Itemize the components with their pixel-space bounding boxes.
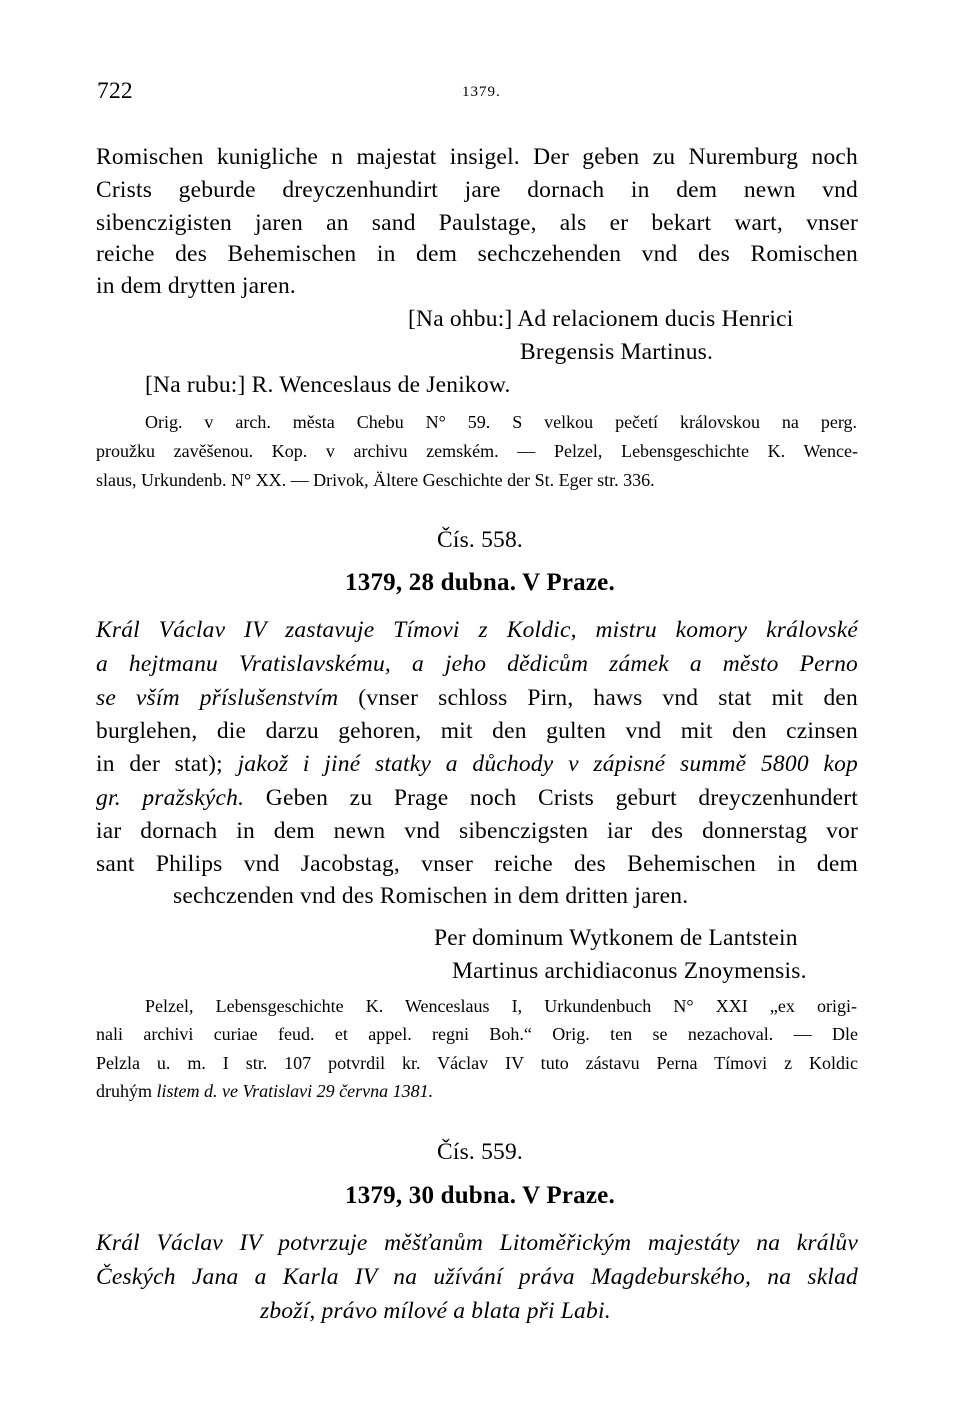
- source-note: [96, 1081, 858, 1102]
- body-line: Romischen kunigliche n majestat insigel. Der geben zu Nuremburg noch: [96, 144, 858, 170]
- regest-italic: jakož i jiné statky a důchody v zápisné summě 5800 kop: [237, 751, 858, 777]
- document-number: Čís. 559.: [436, 1139, 524, 1165]
- body-line: Crists geburde dreyczenhundirt jare dornach in dem newn vnd: [96, 177, 858, 203]
- source-note: Pelzla u. m. I str. 107 potvrdil kr. Václav IV tuto zástavu Perna Tímovi z Koldic: [96, 1053, 858, 1073]
- regest-italic: gr. pražských.: [96, 785, 245, 811]
- source-note: nali archivi curiae feud. et appel. regni Boh.“ Orig. ten se nezachoval. — Dle: [96, 1024, 858, 1044]
- body-line: sibenczigisten jaren an sand Paulstage, als er bekart wart, vnser: [96, 210, 858, 236]
- source-note: Pelzel, Lebensgeschichte K. Wenceslaus I, Urkundenbuch N° XXI „ex origi-: [145, 996, 857, 1016]
- regest-line: [96, 685, 858, 712]
- source-note: Orig. v arch. města Chebu N° 59. S velkou pečetí královskou na perg.: [145, 412, 857, 432]
- regest-line: sant Philips vnd Jacobstag, vnser reiche des Behemischen in dem: [96, 851, 858, 877]
- signature: Martinus archidiaconus Znoymensis.: [452, 958, 807, 984]
- regest-line: Českých Jana a Karla IV na užívání práva Magdeburského, na sklad: [96, 1264, 858, 1290]
- source-note: proužku zavěšenou. Kop. v archivu zemském. — Pelzel, Lebensgeschichte K. Wence-: [96, 441, 858, 461]
- regest-line: Král Václav IV potvrzuje měšťanům Litoměřickým majestáty na králův: [96, 1230, 858, 1256]
- regest-roman: (vnser schloss Pirn, haws vnd stat mit den: [338, 685, 858, 711]
- document-number: Čís. 558.: [436, 527, 524, 553]
- endorsement: [Na rubu:] R. Wenceslaus de Jenikow.: [145, 372, 511, 398]
- note-roman: druhým: [96, 1081, 157, 1101]
- regest-line: burglehen, die darzu gehoren, mit den gulten vnd mit den czinsen: [96, 718, 858, 744]
- regest-line: [96, 751, 858, 778]
- endorsement: [Na ohbu:] Ad relacionem ducis Henrici: [408, 306, 794, 332]
- regest-line: Král Václav IV zastavuje Tímovi z Koldic, mistru komory královské: [96, 617, 858, 643]
- document-date: 1379, 28 dubna. V Praze.: [345, 569, 615, 596]
- regest-line: a hejtmanu Vratislavskému, a jeho dědicům zámek a město Perno: [96, 651, 858, 677]
- regest-line: iar dornach in dem newn vnd sibenczigsten iar des donnerstag vor: [96, 818, 858, 844]
- source-note: slaus, Urkundenb. N° XX. — Drivok, Ältere Geschichte der St. Eger str. 336.: [96, 470, 655, 490]
- signature: Per dominum Wytkonem de Lantstein: [434, 925, 798, 951]
- running-year: 1379.: [462, 84, 501, 100]
- regest-line: sechczenden vnd des Romischen in dem dritten jaren.: [173, 883, 689, 909]
- page-number: 722: [97, 78, 133, 104]
- body-line: in dem drytten jaren.: [96, 273, 296, 299]
- regest-roman: in der stat);: [96, 751, 238, 777]
- note-italic: listem d. ve Vratislavi 29 června 1381.: [156, 1081, 434, 1101]
- endorsement: Bregensis Martinus.: [520, 339, 714, 365]
- body-line: reiche des Behemischen in dem sechczehenden vnd des Romischen: [96, 241, 858, 267]
- regest-roman: Geben zu Prage noch Crists geburt dreyczenhundert: [244, 785, 858, 811]
- regest-line: zboží, právo mílové a blata při Labi.: [260, 1298, 611, 1324]
- regest-italic: se vším příslušenstvím: [96, 685, 339, 711]
- document-date: 1379, 30 dubna. V Praze.: [345, 1182, 615, 1209]
- regest-line: [96, 785, 858, 812]
